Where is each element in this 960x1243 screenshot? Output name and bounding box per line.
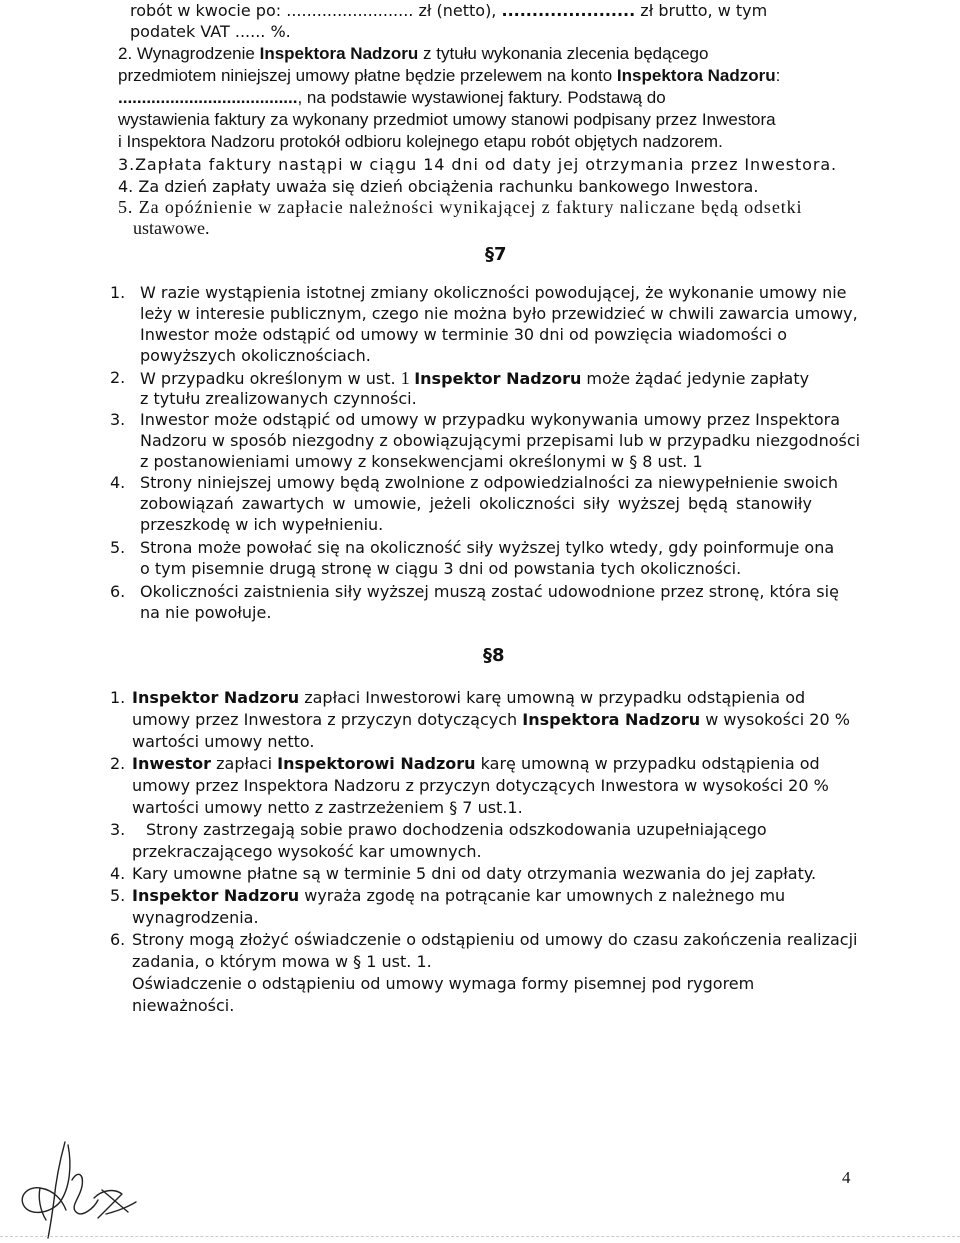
line: W razie wystąpienia istotnej zmiany okoliczności powodującej, że wykonanie umowy nie: [140, 283, 847, 302]
line: Inwestor może odstąpić od umowy w terminie 30 dni od powzięcia wiadomości o: [140, 325, 787, 344]
page-edge-rule: [0, 1236, 960, 1237]
line: Kary umowne płatne są w terminie 5 dni od daty otrzymania wezwania do jej zapłaty.: [132, 864, 817, 883]
text: Inspektor Nadzoru: [414, 369, 582, 388]
item-number: 5.: [110, 538, 126, 557]
section-heading: §7: [485, 244, 507, 265]
item-number: 4.: [110, 473, 126, 492]
text: Inspektor Nadzoru: [132, 886, 300, 905]
line: [130, 1, 767, 21]
line: z postanowieniami umowy z konsekwencjami określonymi w § 8 ust. 1: [140, 452, 703, 471]
item-number: 1.: [110, 688, 126, 707]
line: leży w interesie publicznym, czego nie można było przewidzieć w chwili zawarcia umowy,: [140, 304, 858, 323]
page-number: 4: [842, 1168, 851, 1187]
line: [132, 886, 785, 906]
line: wynagrodzenia.: [132, 908, 259, 927]
line: Nadzoru w sposób niezgodny z obowiązującymi przepisami lub w przypadku niezgodności: [140, 431, 861, 450]
text: ......................... zł (netto),: [286, 1, 502, 20]
line: nieważności.: [132, 996, 235, 1015]
line: [132, 710, 850, 730]
line: [132, 688, 805, 708]
line: Strona może powołać się na okoliczność siły wyższej tylko wtedy, gdy poinformuje ona: [140, 538, 835, 557]
text: , na podstawie wystawionej faktury. Podstawą do: [297, 88, 666, 107]
text: z tytułu wykonania zlecenia będącego: [418, 44, 709, 63]
line: 4. Za dzień zapłaty uważa się dzień obciążenia rachunku bankowego Inwestora.: [118, 177, 759, 196]
line: podatek VAT ...... %.: [130, 22, 291, 41]
item-number: 2.: [110, 368, 126, 387]
text: w wysokości 20 %: [700, 710, 850, 729]
line: przekraczającego wysokość kar umownych.: [132, 842, 482, 861]
text: zł brutto, w tym: [635, 1, 768, 20]
line: [140, 368, 809, 389]
item-number: 3.: [110, 410, 126, 429]
item-number: 4.: [110, 864, 126, 883]
item-number: 1.: [110, 283, 126, 302]
line: Strony niniejszej umowy będą zwolnione z odpowiedzialności za niewypełnienie swoich: [140, 473, 839, 492]
line: na nie powołuje.: [140, 603, 272, 622]
line: 3.Zapłata faktury nastąpi w ciągu 14 dni od daty jej otrzymania przez Inwestora.: [118, 155, 838, 174]
text: W przypadku określonym w ust.: [140, 369, 401, 388]
line: przeszkodę w ich wypełnieniu.: [140, 515, 384, 534]
line: wystawienia faktury za wykonany przedmiot umowy stanowi podpisany przez Inwestora: [118, 110, 776, 129]
handwritten-initials-signature: [10, 1140, 150, 1240]
text: przedmiotem niniejszej umowy płatne będzie przelewem na konto: [118, 66, 617, 85]
text: karę umowną w przypadku odstąpienia od: [475, 754, 820, 773]
item-number: 5.: [110, 886, 126, 905]
text: zapłaci Inwestorowi karę umowną w przypadku odstąpienia od: [299, 688, 806, 707]
text: Inwestor: [132, 754, 212, 773]
line: Strony mogą złożyć oświadczenie o odstąpieniu od umowy do czasu zakończenia realizacji: [132, 930, 858, 949]
text: może żądać jedynie zapłaty: [581, 369, 810, 388]
line: Inwestor może odstąpić od umowy w przypadku wykonywania umowy przez Inspektora: [140, 410, 841, 429]
text: zapłaci: [211, 754, 278, 773]
line: [118, 66, 780, 86]
line: Strony zastrzegają sobie prawo dochodzenia odszkodowania uzupełniającego: [146, 820, 767, 839]
line: Oświadczenie o odstąpieniu od umowy wymaga formy pisemnej pod rygorem: [132, 974, 755, 993]
item-number: 2.: [110, 754, 126, 773]
line: o tym pisemnie drugą stronę w ciągu 3 dni od powstania tych okoliczności.: [140, 559, 742, 578]
item-number: 6.: [110, 930, 126, 949]
text: umowy przez Inwestora z przyczyn dotyczących: [132, 710, 523, 729]
item-number: 3.: [110, 820, 126, 839]
line: [118, 44, 708, 64]
line: [118, 88, 666, 108]
line: wartości umowy netto.: [132, 732, 315, 751]
line: Okoliczności zaistnienia siły wyższej muszą zostać udowodnione przez stronę, która się: [140, 582, 839, 601]
text: robót w kwocie po:: [130, 1, 287, 20]
line: umowy przez Inspektora Nadzoru z przyczyn dotyczących Inwestora w wysokości 20 %: [132, 776, 829, 795]
text: Inspektor Nadzoru: [132, 688, 300, 707]
text: :: [775, 66, 781, 85]
line: 5. Za opóźnienie w zapłacie należności wynikającej z faktury naliczane będą odsetki: [118, 197, 803, 217]
line: [132, 754, 820, 774]
text: Inspektorowi Nadzoru: [277, 754, 476, 773]
line: zadania, o którym mowa w § 1 ust. 1.: [132, 952, 432, 971]
text: Inspektora Nadzoru: [522, 710, 701, 729]
line: wartości umowy netto z zastrzeżeniem § 7 ust.1.: [132, 798, 523, 817]
text: ......................................: [118, 88, 298, 107]
line: i Inspektora Nadzoru protokół odbioru kolejnego etapu robót objętych nadzorem.: [118, 132, 723, 151]
text: wyraża zgodę na potrącanie kar umownych z należnego mu: [299, 886, 786, 905]
section-heading: §8: [483, 645, 505, 666]
line: ustawowe.: [133, 218, 210, 238]
text: ......................: [501, 1, 636, 20]
text: Inspektora Nadzoru: [616, 66, 776, 85]
line: z tytułu zrealizowanych czynności.: [140, 389, 417, 408]
line: zobowiązań zawartych w umowie, jeżeli okoliczności siły wyższej będą stanowiły: [140, 494, 812, 513]
text: 1: [400, 368, 415, 388]
text: 2. Wynagrodzenie: [118, 44, 260, 63]
item-number: 6.: [110, 582, 126, 601]
line: powyższych okolicznościach.: [140, 346, 371, 365]
text: Inspektora Nadzoru: [259, 44, 419, 63]
